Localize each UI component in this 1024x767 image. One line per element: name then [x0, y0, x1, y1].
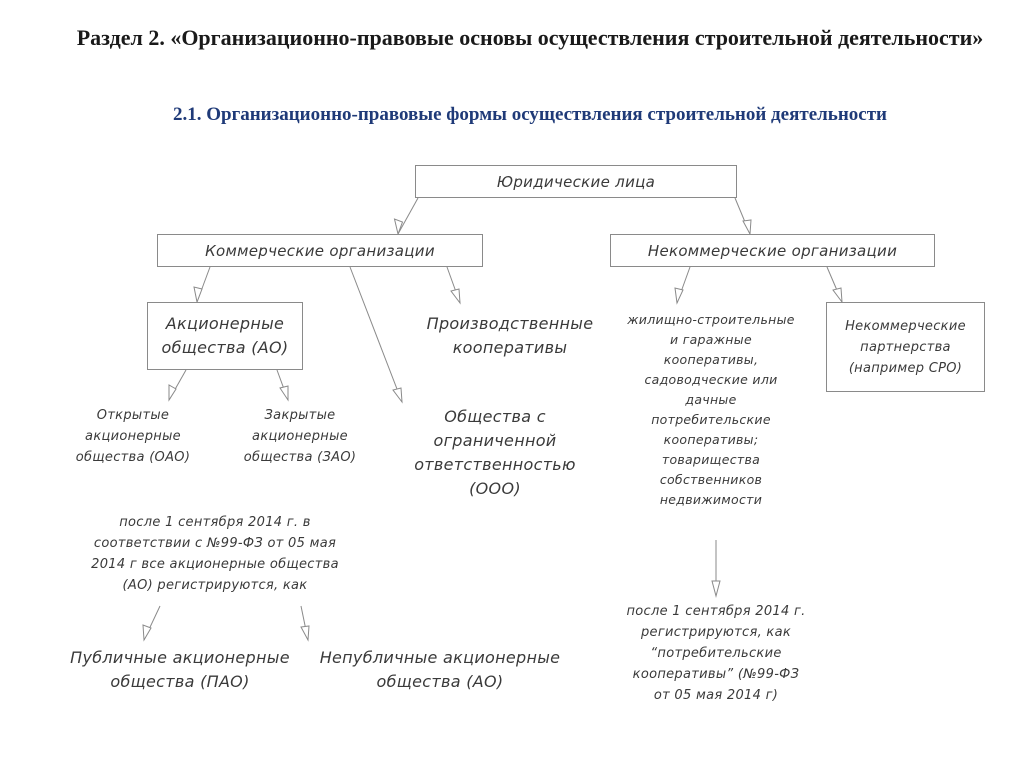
arrowhead: [194, 287, 202, 302]
noncommercial-box: [610, 234, 935, 267]
partnerships-box: [826, 302, 985, 392]
partnerships-label: Некоммерческие партнерства (например СРО): [845, 318, 966, 376]
arrowhead: [393, 388, 402, 402]
page-subtitle: 2.1. Организационно-правовые формы осуществления строительной деятельности: [172, 104, 888, 125]
arrowhead: [833, 288, 842, 302]
connector-commercial-ooo: [350, 267, 402, 402]
arrowhead: [169, 385, 176, 400]
arrowhead: [712, 581, 720, 596]
commercial-box: [157, 234, 483, 267]
zao-label: Закрытые акционерные общества (ЗАО): [243, 408, 357, 465]
page-title: Раздел 2. «Организационно-правовые основы осуществления строительной деятельности»: [76, 25, 984, 50]
arrowhead: [280, 386, 288, 400]
npao-label: Непубличные акционерные общества (АО): [319, 648, 561, 691]
arrowhead: [451, 289, 460, 303]
ao-box: [147, 302, 303, 370]
coops-note: после 1 сентября 2014 г. регистрируются, как “потребительские кооперативы” (№99-ФЗ от 05 мая 2014 г): [626, 604, 806, 703]
commercial-label: Коммерческие организации: [205, 241, 435, 260]
housing-coops-label: жилищно-строительные и гаражные кооперативы, садоводческие или дачные потребительские кооперативы; товарищества собственников недвижимости: [627, 312, 795, 507]
ao-label: Акционерные общества (АО): [161, 314, 289, 357]
root-box: [415, 165, 737, 198]
root-label: Юридические лица: [496, 172, 656, 191]
arrowhead: [301, 626, 309, 640]
noncommercial-label: Некоммерческие организации: [647, 241, 898, 260]
connector-root-commercial: [398, 198, 418, 234]
ao-note: после 1 сентября 2014 г. в соответствии с №99-ФЗ от 05 мая 2014 г все акционерные общества (АО) регистрируются, как: [91, 515, 339, 593]
arrowhead: [143, 625, 151, 640]
arrowhead: [675, 288, 683, 303]
arrowhead: [743, 220, 751, 234]
pao-label: Публичные акционерные общества (ПАО): [70, 648, 290, 691]
ooo-label: Общества с ограниченной ответственностью (ООО): [414, 407, 576, 498]
arrowhead: [395, 219, 403, 234]
production-coops-label: Производственные кооперативы: [426, 314, 594, 357]
oao-label: Открытые акционерные общества (ОАО): [75, 408, 191, 465]
